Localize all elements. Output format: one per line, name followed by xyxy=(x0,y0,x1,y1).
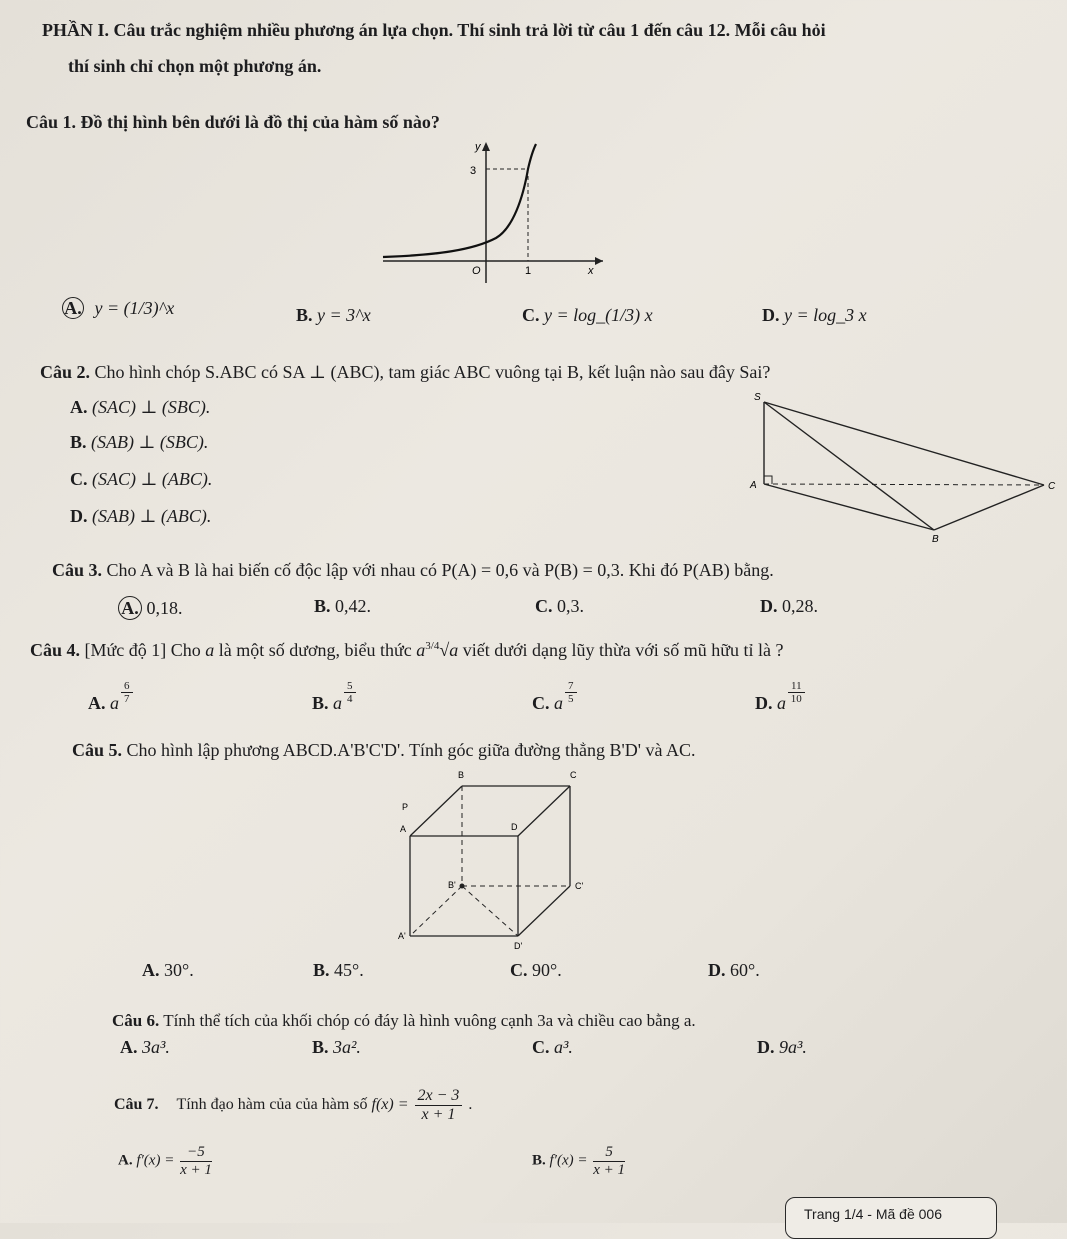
function-lhs: f(x) = xyxy=(371,1095,409,1113)
question-label: Câu 4. xyxy=(30,640,81,660)
q5-option-c[interactable] xyxy=(510,960,562,981)
option-text: 3a³. xyxy=(142,1037,170,1057)
option-text: 90°. xyxy=(532,960,562,980)
q4-option-a[interactable] xyxy=(88,680,135,714)
option-text: 0,3. xyxy=(557,596,584,616)
option-text: 30°. xyxy=(164,960,194,980)
exp-num: 6 xyxy=(121,680,133,693)
vertex-b: B xyxy=(932,534,939,545)
question-text: Tính đạo hàm của của hàm số xyxy=(176,1095,368,1113)
q5-option-d[interactable] xyxy=(708,960,760,981)
q4-option-d[interactable] xyxy=(755,680,807,714)
option-base: a xyxy=(110,693,119,714)
question-3 xyxy=(52,560,774,581)
option-base: a xyxy=(777,693,786,714)
option-key: A. xyxy=(142,960,160,980)
q6-option-c[interactable] xyxy=(532,1037,573,1058)
vertex-p: P xyxy=(402,802,409,812)
vertex-c1: C' xyxy=(575,881,584,891)
exp-den: 4 xyxy=(347,693,353,706)
option-text: 0,42. xyxy=(335,596,372,616)
question-text: Cho hình lập phương ABCD.A'B'C'D'. Tính góc giữa đường thẳng B'D' và AC. xyxy=(126,740,696,760)
denominator: x + 1 xyxy=(593,1161,626,1178)
vertex-a1: A' xyxy=(398,931,406,941)
exp-num: 7 xyxy=(565,680,577,693)
option-text: y = 3^x xyxy=(317,305,371,325)
option-key: D. xyxy=(757,1037,775,1057)
q2-option-d[interactable] xyxy=(70,506,211,527)
edge-c1d1 xyxy=(518,886,570,936)
option-key: A. xyxy=(118,1152,133,1169)
option-key: B. xyxy=(313,960,330,980)
x-axis-label: x xyxy=(588,265,594,277)
part-heading-line2: thí sinh chỉ chọn một phương án. xyxy=(68,56,322,76)
vertex-b: B xyxy=(458,770,465,780)
option-exponent xyxy=(788,680,805,705)
q5-option-a[interactable] xyxy=(142,960,194,981)
q6-option-b[interactable] xyxy=(312,1037,361,1058)
q3-option-c[interactable] xyxy=(535,596,584,617)
option-text: y = log_(1/3) x xyxy=(544,305,653,325)
q5-option-b[interactable] xyxy=(313,960,364,981)
option-text: 0,18. xyxy=(146,598,183,618)
edge-bc xyxy=(934,485,1044,530)
q6-option-a[interactable] xyxy=(120,1037,170,1058)
part-heading: PHẦN I. Câu trắc nghiệm nhiều phương án lựa chọn. Thí sinh trả lời từ câu 1 đến câu 12. Mỗi câu hỏi xyxy=(42,20,826,40)
option-key: A. xyxy=(70,397,88,417)
function-fraction xyxy=(415,1087,463,1123)
edge-b1a1 xyxy=(410,886,462,936)
option-key: D. xyxy=(70,506,88,526)
exp-den: 7 xyxy=(124,693,130,706)
question-label: Câu 2. xyxy=(40,362,91,382)
footer-text: Trang 1/4 - Mã đề 006 xyxy=(804,1206,943,1222)
q1-option-a[interactable] xyxy=(62,297,174,341)
q1-option-d[interactable] xyxy=(762,305,867,326)
q2-option-b[interactable] xyxy=(70,432,208,453)
pyramid-figure xyxy=(748,390,1060,548)
option-lhs: f′(x) = xyxy=(549,1152,588,1169)
numerator: 5 xyxy=(593,1144,625,1162)
question-prefix: [Mức độ 1] Cho xyxy=(84,640,201,660)
option-key: D. xyxy=(708,960,726,980)
option-text: (SAB) ⊥ (SBC). xyxy=(91,432,209,452)
option-text: 45°. xyxy=(334,960,364,980)
denominator: x + 1 xyxy=(421,1105,456,1123)
expr-root: √a xyxy=(439,640,459,660)
option-text: (SAC) ⊥ (SBC). xyxy=(92,397,211,417)
q6-option-d[interactable] xyxy=(757,1037,807,1058)
origin-label: O xyxy=(472,265,481,277)
option-text: y = log_3 x xyxy=(784,305,867,325)
q2-option-c[interactable] xyxy=(70,469,212,490)
option-key: A. xyxy=(88,693,106,714)
q4-option-c[interactable] xyxy=(532,680,579,714)
q7-option-b[interactable] xyxy=(532,1144,627,1178)
vertex-a: A xyxy=(750,480,757,491)
question-6 xyxy=(112,1011,696,1031)
numerator: −5 xyxy=(180,1144,212,1162)
vertex-d: D xyxy=(511,822,518,832)
question-2 xyxy=(40,362,770,383)
option-key: C. xyxy=(532,1037,550,1057)
q1-option-c[interactable] xyxy=(522,305,653,326)
vertex-d1: D' xyxy=(514,941,523,950)
option-text: y = (1/3)^x xyxy=(94,298,175,318)
question-text: Đồ thị hình bên dưới là đồ thị của hàm số nào? xyxy=(80,112,440,132)
vertex-c: C xyxy=(1048,481,1056,492)
edge-sb xyxy=(764,402,934,530)
option-key: C. xyxy=(510,960,528,980)
option-key: A. xyxy=(120,1037,138,1057)
option-key: D. xyxy=(755,693,773,714)
q2-option-a[interactable] xyxy=(70,397,210,418)
option-exponent xyxy=(344,680,356,705)
vertex-b1: B' xyxy=(448,880,456,890)
option-text: 9a³. xyxy=(779,1037,807,1057)
option-base: a xyxy=(333,693,343,714)
option-text: (SAB) ⊥ (ABC). xyxy=(92,506,212,526)
variable-a: a xyxy=(205,640,215,660)
vertex-s: S xyxy=(754,392,761,403)
expr-exponent: 3/4 xyxy=(425,640,440,652)
expression xyxy=(416,640,462,660)
q3-option-a[interactable] xyxy=(118,596,183,620)
tick-y-label: 3 xyxy=(470,165,477,177)
q3-option-d[interactable] xyxy=(760,596,818,617)
diag-b1d1 xyxy=(462,886,518,936)
edge-ac xyxy=(764,484,1044,485)
question-label: Câu 3. xyxy=(52,560,103,580)
q7-option-a[interactable] xyxy=(118,1144,214,1178)
cube-figure xyxy=(390,758,610,950)
curve xyxy=(383,144,536,257)
option-key: C. xyxy=(70,469,88,489)
option-text: (SAC) ⊥ (ABC). xyxy=(92,469,213,489)
question-label: Câu 7. xyxy=(114,1095,159,1113)
exp-den: 5 xyxy=(568,693,574,706)
selected-circle: A. xyxy=(62,297,84,319)
option-text: 3a². xyxy=(333,1037,361,1057)
option-text: a³. xyxy=(554,1037,573,1057)
edge-sc xyxy=(764,402,1044,485)
option-exponent xyxy=(121,680,133,705)
question-mid: là một số dương, biểu thức xyxy=(218,640,412,660)
edge-ab xyxy=(764,484,934,530)
option-exponent xyxy=(565,680,577,705)
option-fraction xyxy=(593,1144,625,1178)
option-base: a xyxy=(554,693,563,714)
option-key: B. xyxy=(314,596,331,616)
q1-option-b[interactable] xyxy=(296,305,371,326)
tick-x-label: 1 xyxy=(525,265,532,277)
right-angle-mark xyxy=(764,476,772,484)
option-text: 60°. xyxy=(730,960,760,980)
denominator: x + 1 xyxy=(180,1161,212,1178)
option-key: D. xyxy=(762,305,780,325)
option-key: D. xyxy=(760,596,778,616)
option-fraction xyxy=(180,1144,212,1178)
option-key: B. xyxy=(70,432,87,452)
option-key: C. xyxy=(522,305,540,325)
q3-option-b[interactable] xyxy=(314,596,371,617)
question-text: Tính thể tích của khối chóp có đáy là hình vuông cạnh 3a và chiều cao bằng a. xyxy=(163,1011,696,1030)
point-b1 xyxy=(460,884,465,889)
question-suffix: viết dưới dạng lũy thừa với số mũ hữu tỉ là ? xyxy=(462,640,784,660)
numerator: 2x − 3 xyxy=(415,1087,463,1106)
expr-base: a xyxy=(416,640,426,660)
vertex-a: A xyxy=(400,824,407,834)
option-key: B. xyxy=(532,1152,546,1169)
exp-num: 5 xyxy=(344,680,356,693)
option-text: 0,28. xyxy=(782,596,818,616)
y-axis-arrow xyxy=(482,142,490,151)
x-axis-arrow xyxy=(595,257,603,265)
edge-ba xyxy=(410,786,462,836)
question-4 xyxy=(30,640,784,661)
exp-den: 10 xyxy=(790,693,802,706)
option-key: B. xyxy=(296,305,313,325)
question-7: Câu 7. Tính đạo hàm của của hàm số f(x) = $\frac{2x - 3}{x + 1}$ . xyxy=(114,1087,473,1123)
option-key: B. xyxy=(312,693,329,714)
option-key: C. xyxy=(532,693,550,714)
exponential-graph xyxy=(378,138,608,288)
question-label: Câu 1. xyxy=(26,112,77,132)
option-key: C. xyxy=(535,596,553,616)
question-text: Cho hình chóp S.ABC có SA ⊥ (ABC), tam giác ABC vuông tại B, kết luận nào sau đây Sai? xyxy=(94,362,771,382)
option-lhs: f′(x) = xyxy=(136,1152,175,1169)
q4-option-b[interactable] xyxy=(312,680,358,714)
question-label: Câu 5. xyxy=(72,740,123,760)
selected-circle: A. xyxy=(118,596,142,620)
question-text: Cho A và B là hai biến cố độc lập với nhau có P(A) = 0,6 và P(B) = 0,3. Khi đó P(AB) bằng. xyxy=(106,560,774,580)
page-footer xyxy=(785,1197,997,1239)
question-label: Câu 6. xyxy=(112,1011,160,1030)
option-key: B. xyxy=(312,1037,329,1057)
vertex-c: C xyxy=(570,770,577,780)
question-1 xyxy=(26,112,440,133)
edge-cd xyxy=(518,786,570,836)
exp-num: 11 xyxy=(788,680,805,693)
y-axis-label: y xyxy=(475,141,481,153)
